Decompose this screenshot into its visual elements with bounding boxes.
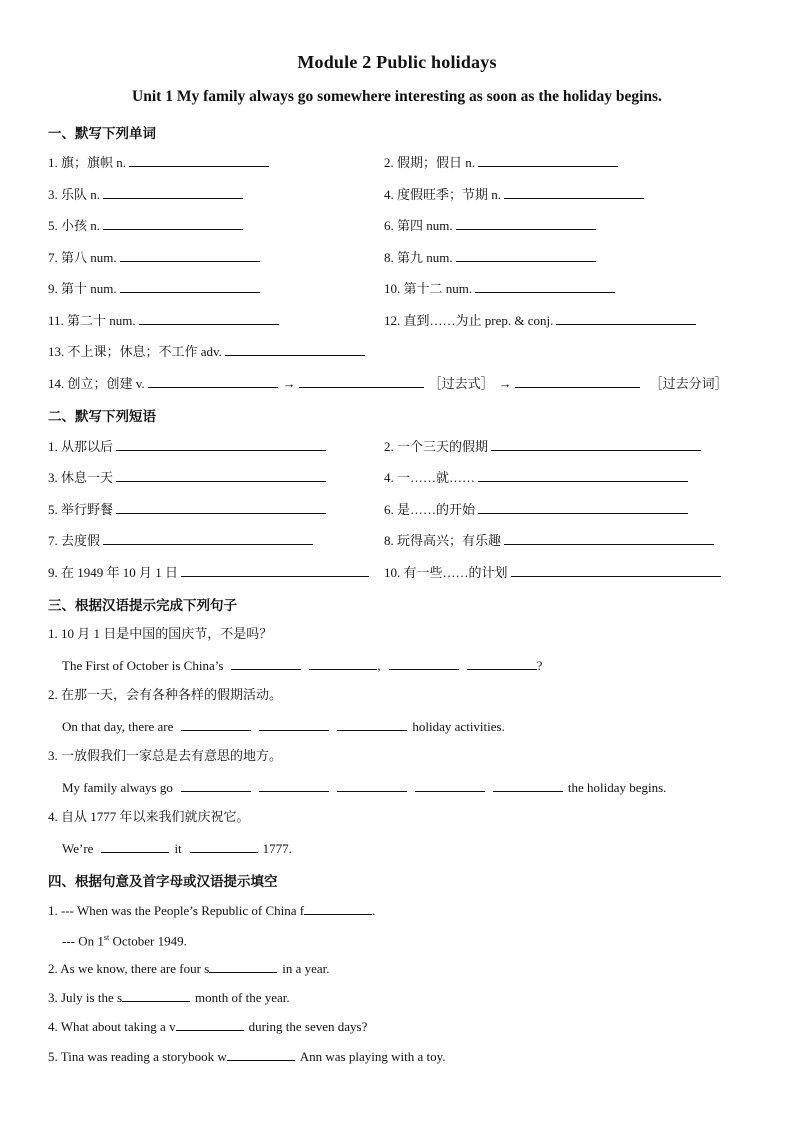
arrow-icon: →	[282, 376, 296, 391]
word-item	[384, 216, 596, 234]
section-heading-fill: 四、根据句意及首字母或汉语提示填空	[48, 874, 278, 890]
answer-blank[interactable]	[120, 248, 260, 262]
answer-blank[interactable]	[181, 563, 369, 577]
fill-item	[48, 901, 375, 919]
fill-item	[48, 1017, 367, 1035]
fill-item-answer-line	[62, 930, 187, 949]
answer-blank[interactable]	[491, 437, 701, 451]
answer-blank[interactable]	[467, 656, 537, 670]
word-prompt: 2. 假期；假日 n.	[384, 155, 476, 170]
word-prompt: 10. 第十二 num.	[384, 281, 473, 296]
phrase-prompt: 1. 从那以后	[48, 439, 114, 454]
sentence-en	[62, 717, 505, 735]
answer-blank[interactable]	[122, 988, 190, 1002]
sentence-text: 1777.	[262, 841, 292, 856]
answer-blank[interactable]	[181, 717, 251, 731]
fill-item	[48, 1047, 446, 1065]
answer-blank[interactable]	[225, 342, 365, 356]
phrase-item	[48, 563, 369, 581]
phrase-prompt: 5. 举行野餐	[48, 502, 114, 517]
answer-blank[interactable]	[504, 531, 714, 545]
word-prompt: 5. 小孩 n.	[48, 218, 101, 233]
sentence-cn: 1. 10 月 1 日是中国的国庆节，不是吗？	[48, 626, 273, 641]
answer-blank-past[interactable]	[299, 374, 424, 388]
phrase-prompt: 2. 一个三天的假期	[384, 439, 489, 454]
answer-blank[interactable]	[309, 656, 377, 670]
word-item-14	[48, 374, 728, 392]
word-prompt: 13. 不上课；休息；不工作 adv.	[48, 344, 222, 359]
fill-prompt: month of the year.	[195, 990, 290, 1005]
fill-prompt: 5. Tina was reading a storybook w	[48, 1049, 227, 1064]
section-heading-phrases: 二、默写下列短语	[48, 409, 156, 425]
ordinal-suffix: st	[103, 933, 110, 942]
answer-blank[interactable]	[227, 1047, 295, 1061]
fill-prompt: Ann was playing with a toy.	[299, 1049, 446, 1064]
answer-blank[interactable]	[493, 778, 563, 792]
fill-prompt: .	[372, 903, 376, 918]
word-prompt: 1. 旗；旗帜 n.	[48, 155, 127, 170]
word-item	[48, 279, 260, 297]
answer-blank[interactable]	[456, 248, 596, 262]
phrase-item	[48, 437, 326, 455]
answer-blank[interactable]	[209, 959, 277, 973]
answer-blank[interactable]	[478, 500, 688, 514]
answer-blank[interactable]	[103, 216, 243, 230]
section-heading-sentences: 三、根据汉语提示完成下列句子	[48, 598, 237, 614]
word-item	[384, 311, 696, 329]
phrase-item	[384, 563, 721, 581]
phrase-item	[384, 531, 714, 549]
page-title: Module 2 Public holidays	[297, 52, 497, 72]
phrase-prompt: 10. 有一些……的计划	[384, 565, 508, 580]
arrow-icon: →	[498, 376, 512, 391]
answer-blank[interactable]	[116, 500, 326, 514]
word-item	[48, 216, 243, 234]
fill-prompt: October 1949.	[109, 933, 187, 949]
answer-blank[interactable]	[259, 778, 329, 792]
answer-blank-pp[interactable]	[515, 374, 640, 388]
answer-blank[interactable]	[181, 778, 251, 792]
answer-blank[interactable]	[116, 437, 326, 451]
sentence-text: On that day, there are	[62, 719, 174, 734]
word-item	[48, 185, 243, 203]
sentence-text: ,	[377, 658, 381, 673]
fill-prompt: in a year.	[282, 961, 330, 976]
sentence-text: We’re	[62, 841, 94, 856]
word-prompt: 7. 第八 num.	[48, 250, 117, 265]
word-item	[48, 153, 269, 171]
answer-blank[interactable]	[478, 153, 618, 167]
fill-prompt: --- On 1	[62, 933, 104, 949]
sentence-text: holiday activities.	[412, 719, 505, 734]
answer-blank[interactable]	[337, 778, 407, 792]
phrase-prompt: 3. 休息一天	[48, 470, 114, 485]
fill-prompt: during the seven days?	[248, 1019, 368, 1034]
answer-blank[interactable]	[231, 656, 301, 670]
sentence-text: it	[174, 841, 182, 856]
fill-prompt: 3. July is the s	[48, 990, 123, 1005]
answer-blank-base[interactable]	[148, 374, 278, 388]
word-prompt: 3. 乐队 n.	[48, 187, 101, 202]
word-prompt: 8. 第九 num.	[384, 250, 453, 265]
sentence-text: ?	[536, 658, 543, 673]
answer-blank[interactable]	[103, 185, 243, 199]
phrase-prompt: 9. 在 1949 年 10 月 1 日	[48, 565, 179, 580]
answer-blank[interactable]	[389, 656, 459, 670]
word-item	[48, 248, 260, 266]
answer-blank[interactable]	[139, 311, 279, 325]
word-prompt: 12. 直到……为止 prep. & conj.	[384, 313, 554, 328]
sentence-cn: 4. 自从 1777 年以来我们就庆祝它。	[48, 809, 250, 824]
phrase-item	[384, 500, 688, 518]
answer-blank[interactable]	[475, 279, 615, 293]
sentence-en	[62, 839, 292, 857]
word-prompt: 6. 第四 num.	[384, 218, 453, 233]
sentence-cn: 3. 一放假我们一家总是去有意思的地方。	[48, 748, 283, 763]
phrase-prompt: 7. 去度假	[48, 533, 101, 548]
word-item	[48, 342, 365, 360]
sentence-cn: 2. 在那一天，会有各种各样的假期活动。	[48, 687, 283, 702]
fill-item	[48, 959, 330, 977]
word-item	[384, 279, 615, 297]
sentence-text: the holiday begins.	[567, 780, 667, 795]
phrase-item	[384, 468, 688, 486]
phrase-item	[384, 437, 701, 455]
unit-subtitle: Unit 1 My family always go somewhere interesting as soon as the holiday begins.	[132, 88, 662, 105]
fill-item	[48, 988, 290, 1006]
answer-blank[interactable]	[116, 468, 326, 482]
answer-blank[interactable]	[176, 1017, 244, 1031]
phrase-prompt: 6. 是……的开始	[384, 502, 476, 517]
answer-blank[interactable]	[190, 839, 258, 853]
answer-blank[interactable]	[456, 216, 596, 230]
phrase-prompt: 8. 玩得高兴；有乐趣	[384, 533, 502, 548]
sentence-en	[62, 778, 666, 796]
answer-blank[interactable]	[511, 563, 721, 577]
phrase-item	[48, 468, 326, 486]
word-prompt: 14. 创立；创建 v.	[48, 376, 145, 391]
word-item	[48, 311, 279, 329]
answer-blank[interactable]	[103, 531, 313, 545]
answer-blank[interactable]	[556, 311, 696, 325]
answer-blank[interactable]	[504, 185, 644, 199]
answer-blank[interactable]	[304, 901, 372, 915]
word-item	[384, 248, 596, 266]
answer-blank[interactable]	[101, 839, 169, 853]
answer-blank[interactable]	[259, 717, 329, 731]
fill-prompt: 1. --- When was the People’s Republic of China f	[48, 903, 305, 918]
fill-prompt: 2. As we know, there are four s	[48, 961, 210, 976]
sentence-en	[62, 656, 542, 674]
word-prompt: 9. 第十 num.	[48, 281, 117, 296]
past-tense-label: ［过去式］	[428, 376, 494, 391]
sentence-text: The First of October is China’s	[62, 658, 224, 673]
answer-blank[interactable]	[415, 778, 485, 792]
answer-blank[interactable]	[120, 279, 260, 293]
answer-blank[interactable]	[129, 153, 269, 167]
section-heading-words: 一、默写下列单词	[48, 126, 156, 142]
phrase-item	[48, 531, 313, 549]
word-prompt: 11. 第二十 num.	[48, 313, 136, 328]
phrase-item	[48, 500, 326, 518]
fill-prompt: 4. What about taking a v	[48, 1019, 176, 1034]
past-participle-label: ［过去分词］	[649, 376, 728, 391]
word-item	[384, 185, 644, 203]
answer-blank[interactable]	[478, 468, 688, 482]
phrase-prompt: 4. 一……就……	[384, 470, 476, 485]
sentence-text: My family always go	[62, 780, 173, 795]
word-prompt: 4. 度假旺季；节期 n.	[384, 187, 502, 202]
word-item	[384, 153, 618, 171]
answer-blank[interactable]	[337, 717, 407, 731]
